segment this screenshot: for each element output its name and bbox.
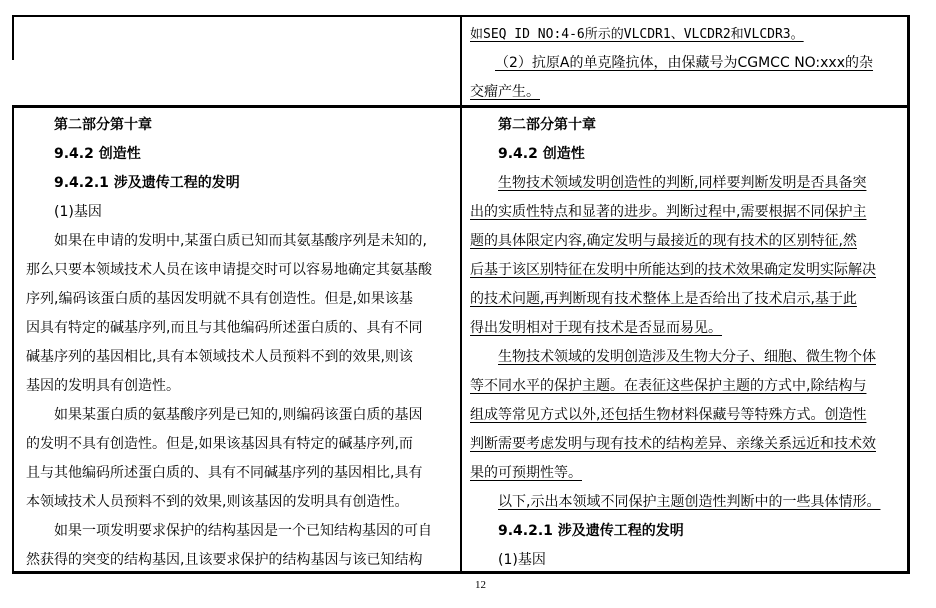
right-p2-line: 组成等常见方式以外,还包括生物材料保藏号等特殊方式。创造性 [470, 407, 867, 423]
right-p1-line: 出的实质性特点和显著的进步。判断过程中,需要根据不同保护主 [470, 204, 867, 220]
left-p1-line: 序列,编码该蛋白质的基因发明就不具有创造性。但是,如果该基 [26, 291, 413, 307]
right-p3-line: 以下,示出本领域不同保护主题创造性判断中的一些具体情形。 [498, 494, 881, 510]
right-p2-line: 等不同水平的保护主题。在表征这些保护主题的方式中,除结构与 [470, 378, 867, 394]
right-p1-line: 生物技术领域发明创造性的判断,同样要判断发明是否具备突 [498, 175, 867, 191]
right-p2-line: 果的可预期性等。 [470, 465, 582, 481]
top-right-line-1: 如SEQ ID NO:4-6所示的VLCDR1、VLCDR2和VLCDR3。 [470, 27, 804, 42]
page-number: 12 [475, 579, 486, 591]
right-heading-section: 9.4.2 创造性 [498, 146, 585, 162]
right-p2-line: 生物技术领域的发明创造涉及生物大分子、细胞、微生物个体 [498, 349, 876, 365]
left-p1-line: 如果在申请的发明中,某蛋白质已知而其氨基酸序列是未知的, [54, 233, 427, 249]
right-p2-line: 判断需要考虑发明与现有技术的结构差异、亲缘关系远近和技术效 [470, 436, 876, 452]
left-p2-line: 如果某蛋白质的氨基酸序列是已知的,则编码该蛋白质的基因 [54, 407, 423, 423]
left-heading-section: 9.4.2 创造性 [54, 146, 141, 162]
table-left-border-lower [12, 105, 14, 574]
left-p3-line: 如果一项发明要求保护的结构基因是一个已知结构基因的可自 [54, 523, 432, 539]
table-right-border [907, 15, 910, 574]
left-p1-line: 碱基序列的基因相比,具有本领域技术人员预料不到的效果,则该 [26, 349, 413, 365]
right-p1-line: 题的具体限定内容,确定发明与最接近的现有技术的区别特征,然 [470, 233, 857, 249]
right-sub-gene: (1)基因 [498, 552, 546, 568]
left-p3-line: 然获得的突变的结构基因,且该要求保护的结构基因与该已知结构 [26, 552, 423, 568]
left-p1-line: 基因的发明具有创造性。 [26, 378, 180, 394]
left-heading-subsection: 9.4.2.1 涉及遗传工程的发明 [54, 175, 240, 191]
left-p2-line: 本领域技术人员预料不到的效果,则该基因的发明具有创造性。 [26, 494, 409, 510]
left-heading-part: 第二部分第十章 [54, 117, 152, 133]
left-p1-line: 那么只要本领域技术人员在该申请提交时可以容易地确定其氨基酸 [26, 262, 432, 278]
top-right-line-3: 交瘤产生。 [470, 84, 540, 100]
left-sub-gene: (1)基因 [54, 204, 102, 220]
right-p1-line: 后基于该区别特征在发明中所能达到的技术效果确定发明实际解决 [470, 262, 876, 278]
right-p1-line: 得出发明相对于现有技术是否显而易见。 [470, 320, 722, 336]
table-left-border [12, 15, 14, 60]
column-divider [460, 15, 462, 574]
left-p2-line: 的发明不具有创造性。但是,如果该基因具有特定的碱基序列,而 [26, 436, 413, 452]
right-heading-subsection: 9.4.2.1 涉及遗传工程的发明 [498, 523, 684, 539]
right-heading-part: 第二部分第十章 [498, 117, 596, 133]
left-p1-line: 因具有特定的碱基序列,而且与其他编码所述蛋白质的、具有不同 [26, 320, 423, 336]
left-p2-line: 且与其他编码所述蛋白质的、具有不同碱基序列的基因相比,具有 [26, 465, 423, 481]
right-p1-line: 的技术问题,再判断现有技术整体上是否给出了技术启示,基于此 [470, 291, 857, 307]
top-right-line-2: （2）抗原A的单克隆抗体，由保藏号为CGMCC NO:xxx的杂 [495, 55, 874, 71]
